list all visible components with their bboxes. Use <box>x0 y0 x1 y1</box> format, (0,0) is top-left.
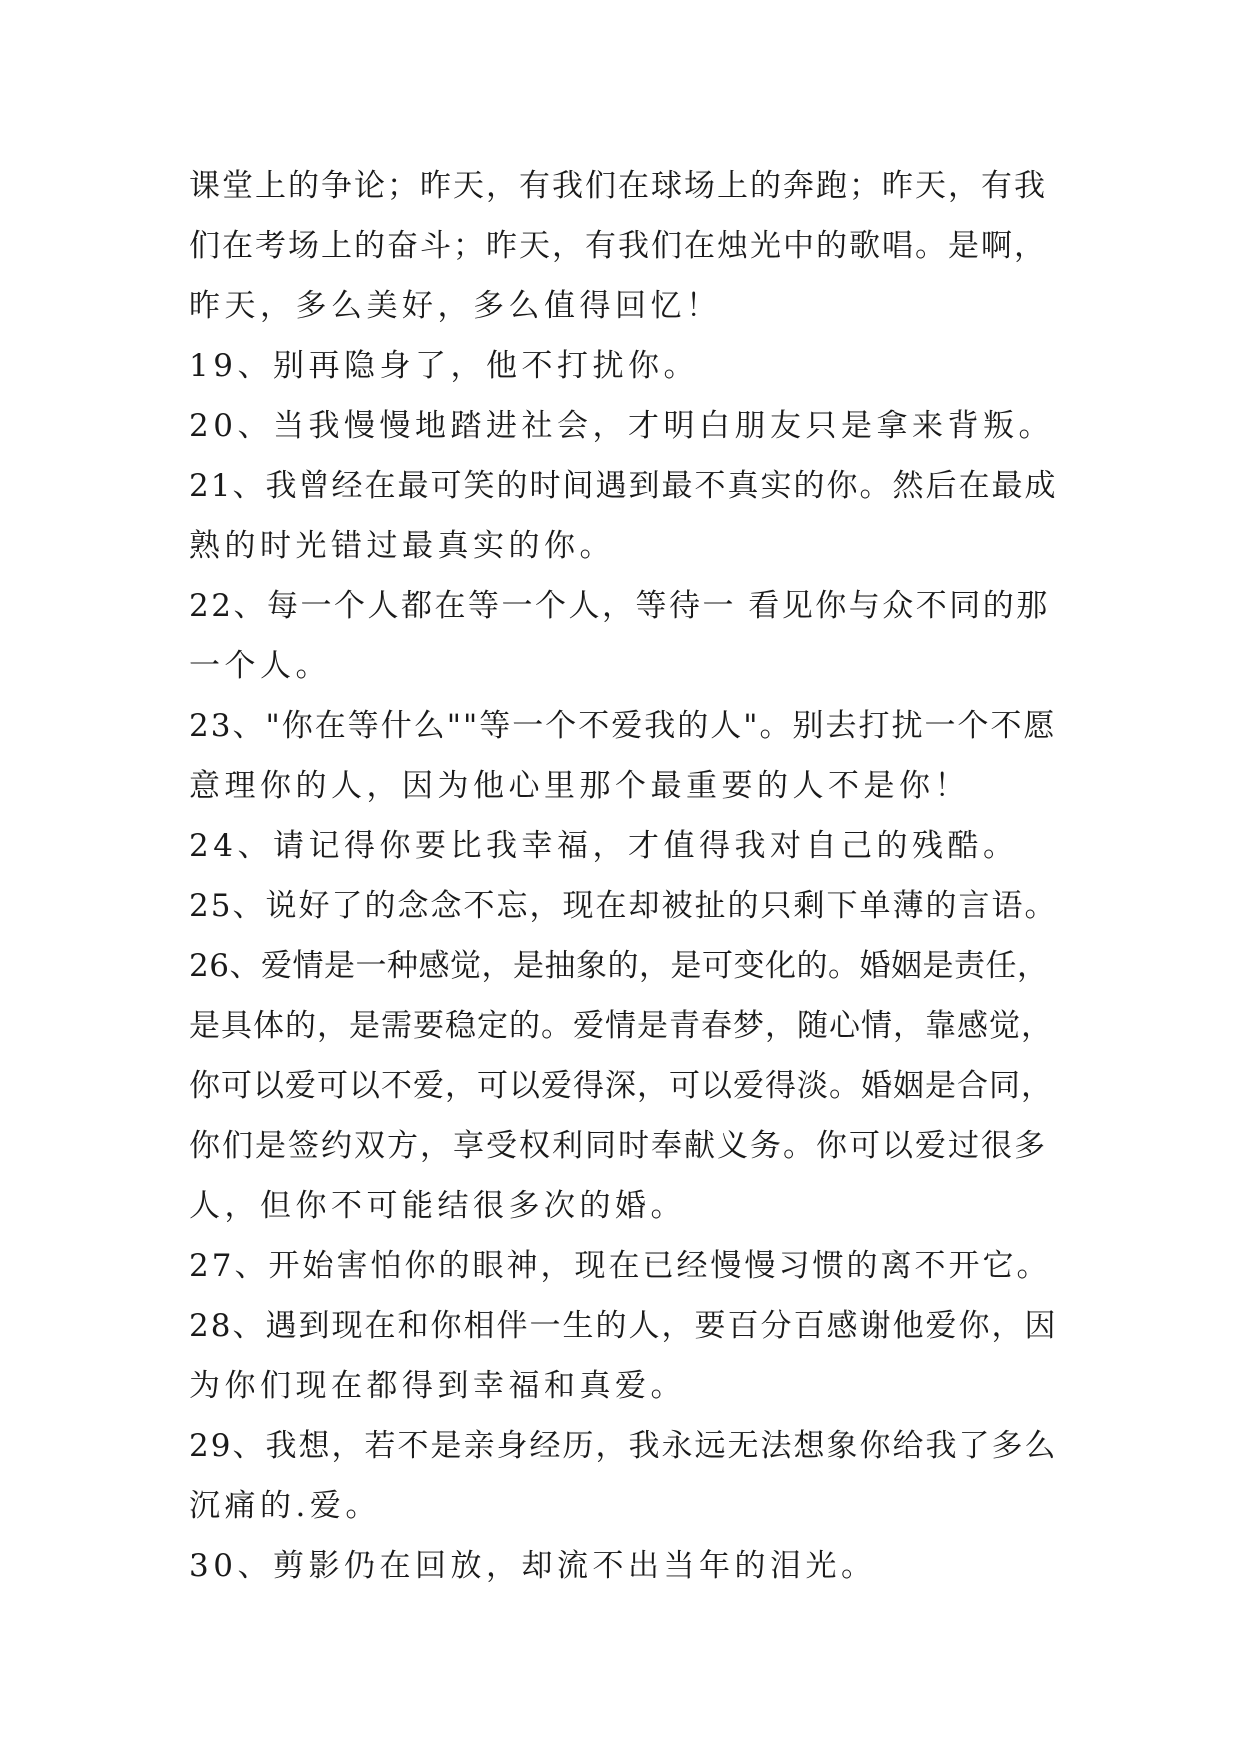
text-line: 23、"你在等什么""等一个不爱我的人"。别去打扰一个不愿 <box>189 708 1057 744</box>
text-line: 25、说好了的念念不忘，现在却被扯的只剩下单薄的言语。 <box>189 888 1058 924</box>
text-line: 沉痛的.爱。 <box>189 1488 381 1524</box>
text-line: 22、每一个人都在等一个人，等待一 看见你与众不同的那 <box>189 588 1050 624</box>
text-line: 24、请记得你要比我幸福，才值得我对自己的残酷。 <box>189 828 1019 864</box>
text-line: 一个人。 <box>189 648 331 684</box>
text-line: 你们是签约双方，享受权利同时奉献义务。你可以爱过很多 <box>189 1128 1047 1164</box>
text-line: 20、当我慢慢地踏进社会，才明白朋友只是拿来背叛。 <box>189 408 1054 444</box>
text-line: 29、我想，若不是亲身经历，我永远无法想象你给我了多么 <box>189 1428 1058 1464</box>
text-line: 30、剪影仍在回放，却流不出当年的泪光。 <box>189 1548 877 1584</box>
text-line: 27、开始害怕你的眼神，现在已经慢慢习惯的离不开它。 <box>189 1248 1051 1284</box>
text-line: 19、别再隐身了，他不打扰你。 <box>189 348 699 384</box>
text-line: 意理你的人，因为他心里那个最重要的人不是你！ <box>189 768 970 804</box>
text-line: 你可以爱可以不爱，可以爱得深，可以爱得淡。婚姻是合同， <box>189 1068 1053 1104</box>
text-line: 26、爱情是一种感觉，是抽象的，是可变化的。婚姻是责任， <box>189 948 1049 984</box>
text-line: 是具体的，是需要稳定的。爱情是青春梦，随心情，靠感觉， <box>189 1008 1053 1044</box>
text-line: 为你们现在都得到幸福和真爱。 <box>189 1368 686 1404</box>
text-line: 昨天，多么美好，多么值得回忆！ <box>189 288 722 324</box>
text-line: 们在考场上的奋斗；昨天，有我们在烛光中的歌唱。是啊， <box>189 228 1047 264</box>
text-line: 课堂上的争论；昨天，有我们在球场上的奔跑；昨天，有我 <box>189 168 1047 204</box>
text-line: 人，但你不可能结很多次的婚。 <box>189 1188 686 1224</box>
text-line: 21、我曾经在最可笑的时间遇到最不真实的你。然后在最成 <box>189 468 1058 504</box>
text-line: 28、遇到现在和你相伴一生的人，要百分百感谢他爱你，因 <box>189 1308 1058 1344</box>
text-line: 熟的时光错过最真实的你。 <box>189 528 615 564</box>
body-text <box>189 156 1059 1596</box>
